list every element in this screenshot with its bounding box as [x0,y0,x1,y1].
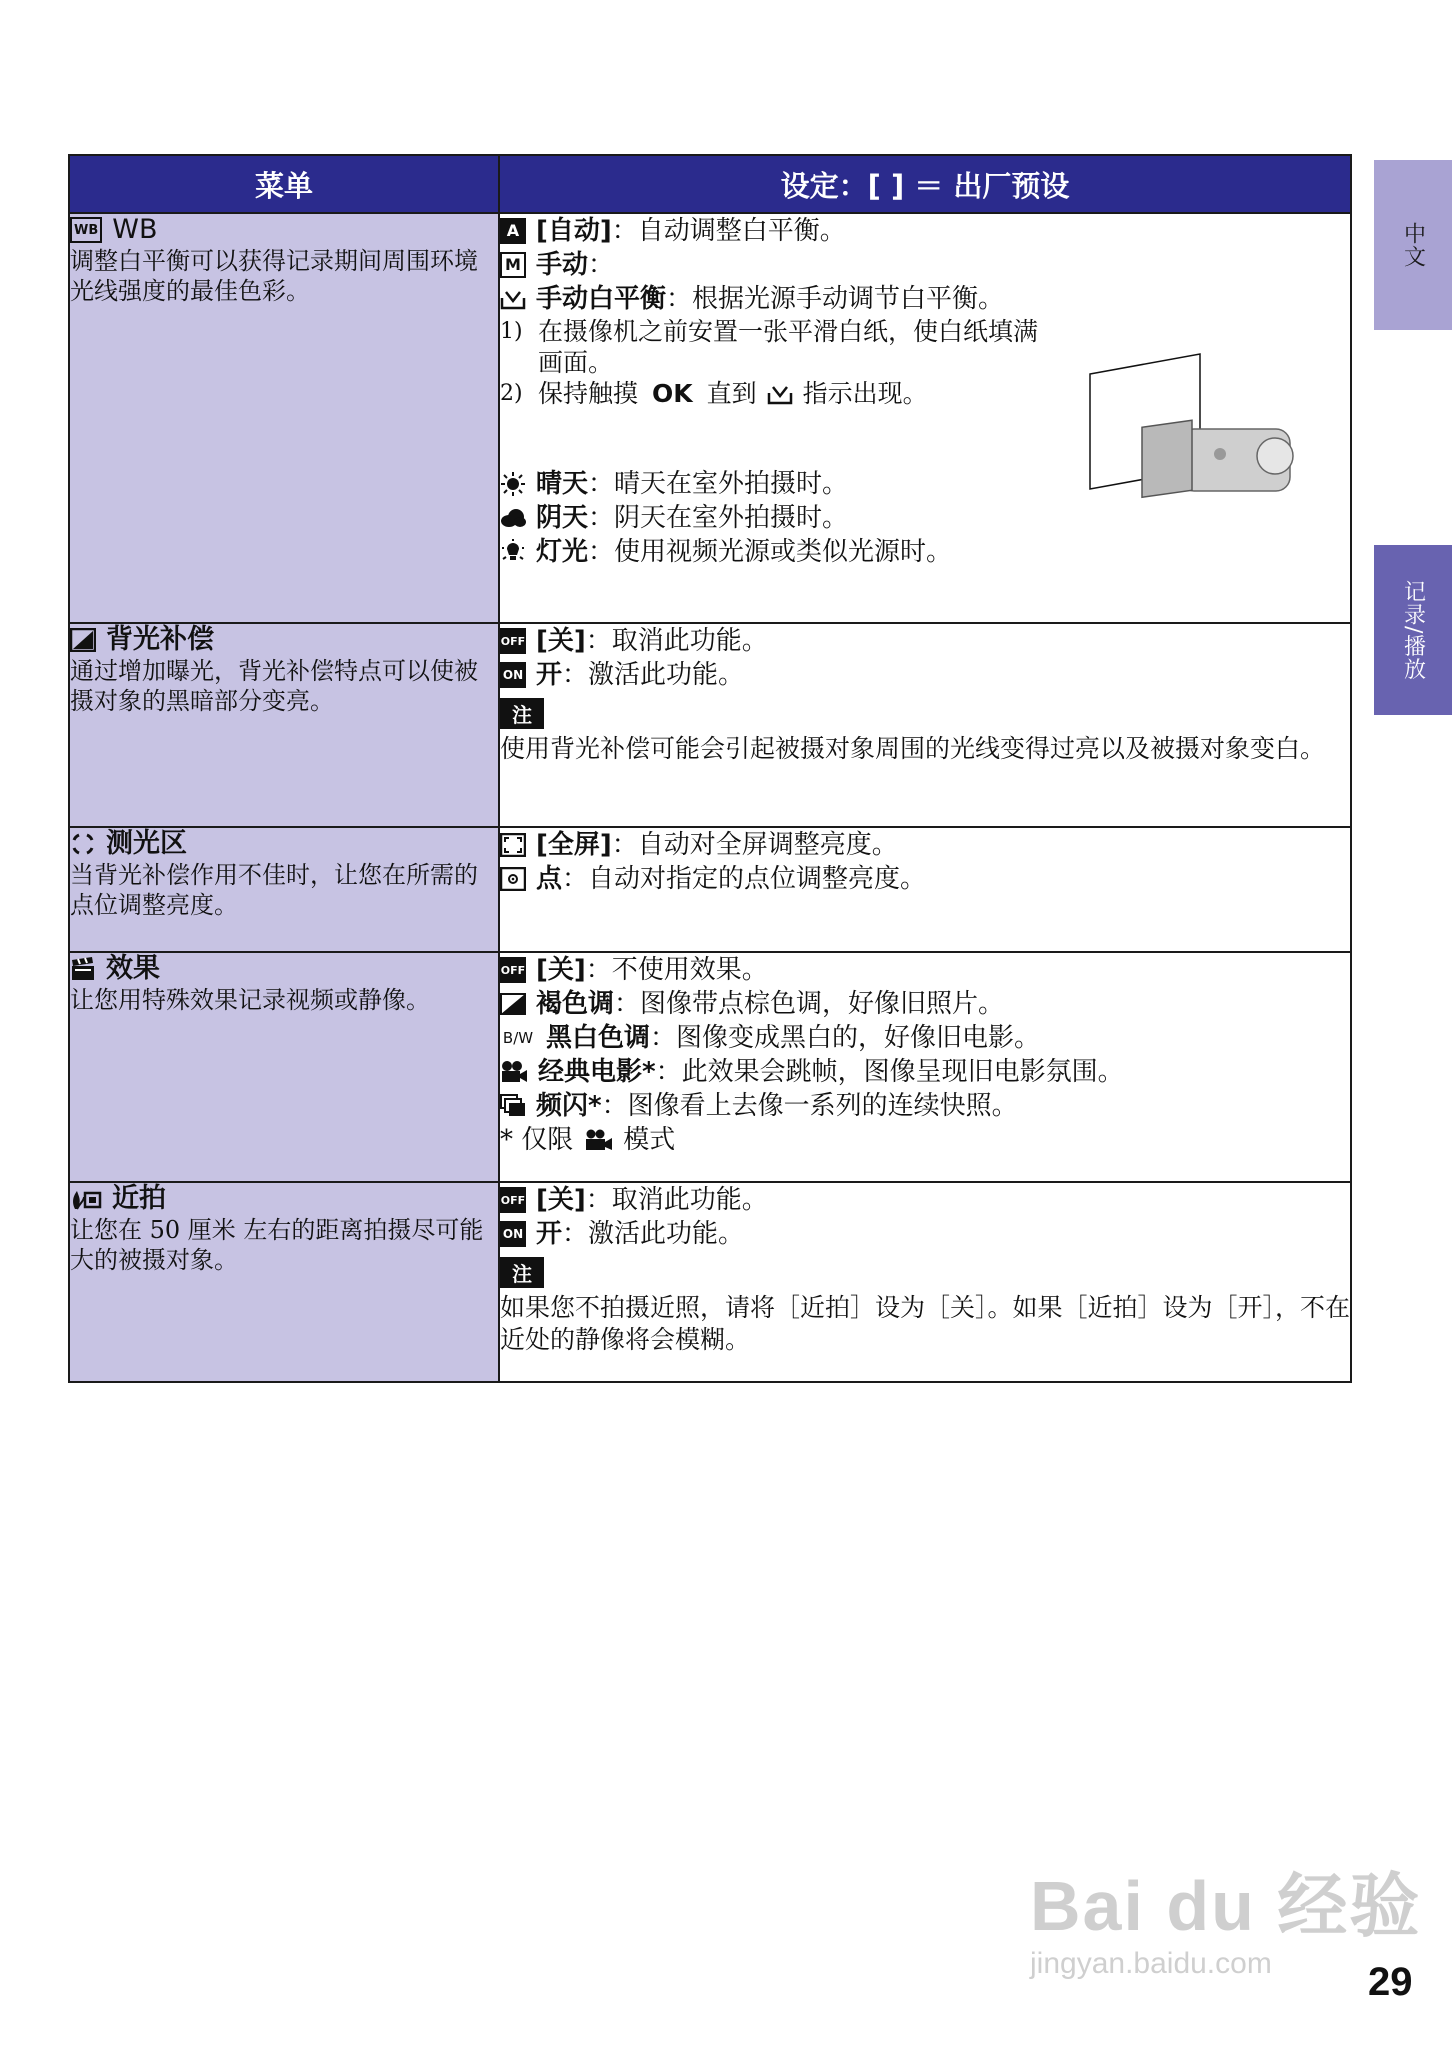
effect-film-label: 经典电影* [538,1057,656,1087]
setting-cell-closeup [499,1182,1351,1382]
effect-strobe-label: 频闪* [536,1091,602,1121]
bw-icon: B/W [502,1028,534,1047]
effect-off-label: [关] [536,955,586,985]
setting-cell-effect [499,952,1351,1182]
backlight-on-label: 开 [536,660,563,690]
step2-ok: OK [652,379,693,408]
table-row-backlight [69,623,1351,827]
wb-sunny-label: 晴天 [536,469,589,499]
side-tab-section-label: 记录/播放 [1400,579,1426,681]
sunny-icon [500,471,526,497]
wb-icon: WB [70,217,102,243]
strobe-icon [500,1093,526,1119]
film-camera-icon [500,1059,528,1085]
closeup-off-label: [关] [536,1185,586,1215]
on-icon: ON [500,1221,526,1247]
effect-description: 让您用特殊效果记录视频或静像。 [70,986,430,1014]
wb-cloudy-text: ：阴天在室外拍摄时。 [588,503,849,533]
backlight-icon [70,627,96,653]
backlight-note-text: 使用背光补偿可能会引起被摄对象周围的光线变得过亮以及被摄对象变白。 [500,734,1326,763]
watermark-url: jingyan.baidu.com [1030,1947,1272,1980]
backlight-off-label: [关] [536,626,586,656]
wb-auto-text: ：自动调整白平衡。 [611,216,846,246]
table-header-row [69,155,1351,213]
watermark-brand: Bai du 经验 [1030,1867,1422,1945]
step1-number: 1) [500,319,523,344]
note-badge: 注 [500,1257,544,1288]
video-mode-icon [583,1127,613,1153]
step2-mid: 直到 [706,379,757,408]
baidu-watermark [1030,1850,1421,1981]
manual-icon: M [500,252,526,278]
closeup-on-text: ：激活此功能。 [562,1219,745,1249]
step2-number: 2) [500,381,523,406]
off-icon: OFF [500,957,526,983]
menu-cell-metering [69,827,499,952]
clapperboard-icon [70,956,96,982]
spot-icon [500,866,526,892]
closeup-off-text: ：取消此功能。 [585,1185,768,1215]
header-setting: 设定：[ ] ＝ 出厂预设 [499,155,1351,213]
wb-title: WB [112,214,158,245]
menu-cell-effect [69,952,499,1182]
footnote-post: 模式 [623,1125,676,1155]
menu-cell-backlight [69,623,499,827]
camera-white-paper-illustration [1080,344,1320,514]
setting-cell-wb [499,213,1351,623]
metering-description: 当背光补偿作用不佳时，让您在所需的点位调整亮度。 [70,861,478,919]
off-icon: OFF [500,1187,526,1213]
full-screen-icon [500,832,526,858]
manual-wb-icon [767,381,793,407]
metering-full-label: [全屏] [536,830,612,860]
side-tab-language[interactable] [1374,160,1452,330]
on-icon: ON [500,662,526,688]
effect-off-text: ：不使用效果。 [585,955,768,985]
off-icon: OFF [500,628,526,654]
setting-cell-metering [499,827,1351,952]
table-row-effect [69,952,1351,1182]
setting-cell-backlight [499,623,1351,827]
lamp-icon [500,539,526,565]
side-tab-record-playback[interactable] [1374,545,1452,715]
backlight-off-text: ：取消此功能。 [585,626,768,656]
header-menu: 菜单 [69,155,499,213]
step2-post: 指示出现。 [802,379,928,408]
wb-mwb-label: 手动白平衡 [536,284,667,314]
metering-spot-text: ：自动对指定的点位调整亮度。 [562,864,927,894]
effect-title: 效果 [106,953,160,984]
effect-film-text: ：此效果会跳帧，图像呈现旧电影氛围。 [655,1057,1124,1087]
wb-auto-label: [自动] [536,216,612,246]
manual-wb-icon [500,286,526,312]
table-row-wb [69,213,1351,623]
effect-strobe-text: ：图像看上去像一系列的连续快照。 [601,1091,1018,1121]
backlight-on-text: ：激活此功能。 [562,660,745,690]
effect-bw-label: 黑白色调 [546,1023,651,1053]
closeup-title: 近拍 [112,1183,166,1214]
wb-light-label: 灯光 [536,537,589,567]
auto-icon: A [500,218,526,244]
closeup-description: 让您在 50 厘米 左右的距离拍摄尽可能大的被摄对象。 [70,1216,484,1274]
wb-cloudy-label: 阴天 [536,503,589,533]
closeup-on-label: 开 [536,1219,563,1249]
page-number: 29 [1368,1960,1413,2004]
wb-mwb-text: ：根据光源手动调节白平衡。 [666,284,1005,314]
menu-settings-table [68,154,1352,1383]
sepia-icon [500,991,526,1017]
menu-cell-wb [69,213,499,623]
wb-description: 调整白平衡可以获得记录期间周围环境光线强度的最佳色彩。 [70,247,478,305]
effect-bw-text: ：图像变成黑白的，好像旧电影。 [650,1023,1041,1053]
tele-macro-icon [70,1186,102,1212]
cloudy-icon [500,505,526,531]
wb-manual-label: 手动 [536,250,589,280]
effect-sepia-text: ：图像带点棕色调，好像旧照片。 [614,989,1005,1019]
table-row-metering [69,827,1351,952]
wb-manual-text: ： [588,250,615,280]
wb-sunny-text: ：晴天在室外拍摄时。 [588,469,849,499]
metering-full-text: ：自动对全屏调整亮度。 [611,830,898,860]
closeup-note-text: 如果您不拍摄近照，请将［近拍］设为［关］。如果［近拍］设为［开］，不在近处的静像将会模糊。 [500,1293,1351,1354]
effect-sepia-label: 褐色调 [536,989,615,1019]
metering-spot-label: 点 [536,864,563,894]
footnote-pre: * 仅限 [500,1125,574,1155]
menu-cell-closeup [69,1182,499,1382]
table-row-closeup [69,1182,1351,1382]
step1-text: 在摄像机之前安置一张平滑白纸，使白纸填满画面。 [538,317,1039,377]
wb-light-text: ：使用视频光源或类似光源时。 [588,537,953,567]
backlight-title: 背光补偿 [106,624,214,655]
metering-icon [70,831,96,857]
note-badge: 注 [500,698,544,729]
metering-title: 测光区 [106,828,187,859]
side-tab-language-label: 中文 [1400,222,1426,268]
backlight-description: 通过增加曝光，背光补偿特点可以使被摄对象的黑暗部分变亮。 [70,657,478,715]
step2-pre: 保持触摸 [538,379,639,408]
